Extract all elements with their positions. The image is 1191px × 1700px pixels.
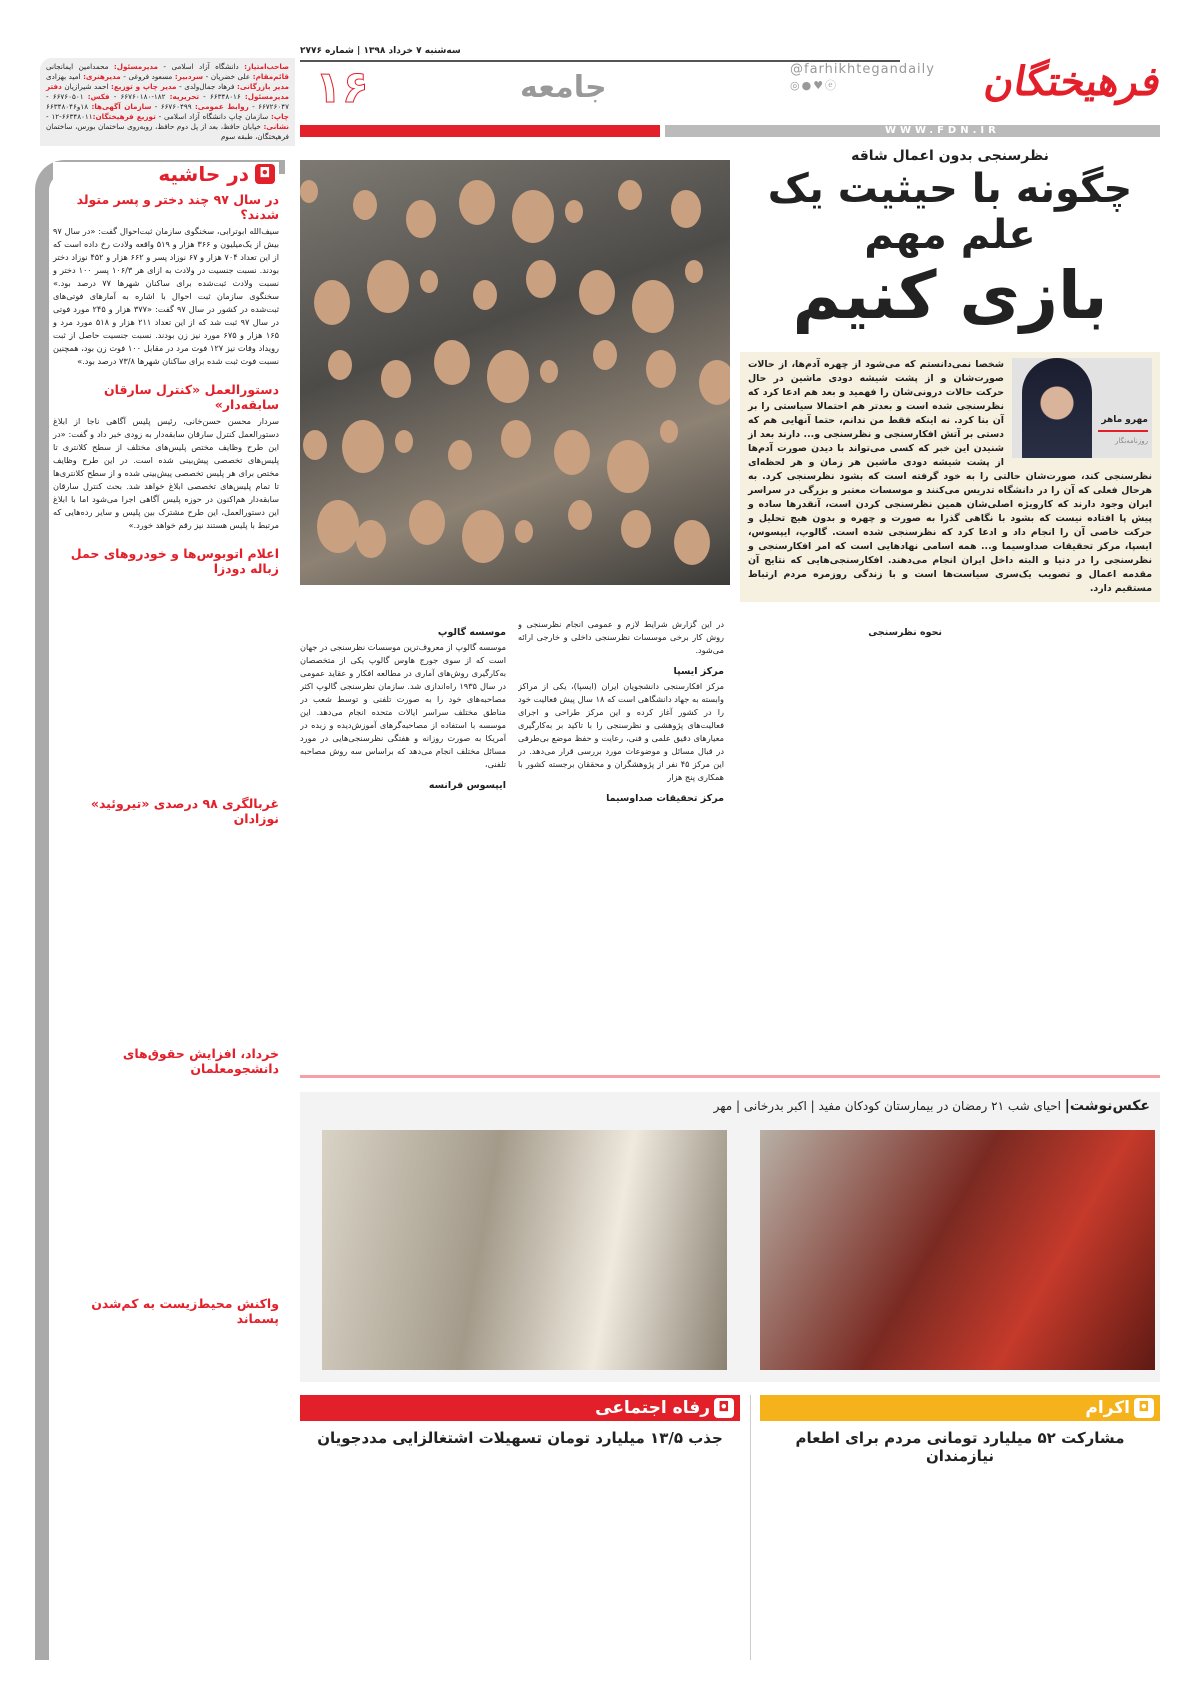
- article-lead: [740, 352, 1160, 602]
- section-icon: ◘: [255, 164, 275, 184]
- imprint-key: قائم‌مقام:: [252, 72, 289, 81]
- sidebar-news-item: [53, 192, 279, 368]
- imprint-key: توزیع فرهیختگان:: [92, 112, 156, 121]
- subheading: نحوه نظرسنجی: [868, 627, 942, 638]
- social-handle[interactable]: @farhikhtegandaily: [790, 62, 935, 77]
- article-headline: مشارکت ۵۲ میلیارد تومانی مردم برای اطعام نیازمندان: [795, 1429, 1125, 1465]
- imprint-value: امید بهزادی: [46, 72, 84, 81]
- face: [674, 520, 710, 565]
- face: [685, 260, 703, 283]
- imprint-value: ۶۶۳۴۸۰۱۱-۱۲ -: [46, 112, 93, 121]
- author-name: مهرو ماهر: [1101, 415, 1148, 425]
- subheading: موسسه گالوپ: [437, 627, 506, 638]
- face: [409, 500, 445, 545]
- article-body: [300, 618, 1160, 1065]
- body-column: [300, 618, 506, 1065]
- news-title[interactable]: دستورالعمل «کنترل سارقان سابقه‌دار»: [103, 382, 279, 412]
- imprint-value: ۶۶۳۴۸۰۱۶ -: [199, 92, 245, 101]
- article-headline: جذب ۱۳/۵ میلیارد تومان تسهیلات اشتغالزایی مددجویان: [317, 1429, 723, 1447]
- imprint-key: صاحب‌امتیاز:: [244, 62, 289, 71]
- face: [554, 430, 590, 475]
- article-headline-2: بازی کنیم: [792, 257, 1108, 334]
- imprint-value: دانشگاه آزاد اسلامی -: [158, 62, 245, 71]
- face: [300, 180, 318, 203]
- imprint-key: روابط عمومی:: [194, 102, 249, 111]
- sidebar-news-item: [53, 1296, 279, 1326]
- face: [395, 430, 413, 453]
- face: [353, 190, 377, 220]
- issue-date: سه‌شنبه ۷ خرداد ۱۳۹۸ | شماره ۲۷۷۶: [300, 46, 461, 56]
- paragraph: موسسه گالوپ از معروف‌ترین موسسات نظرسنجی در جهان است که از سوی جورج هاوس گالوپ یکی از متخصصان به‌کارگیری روش‌های آماری در مطالعه افکار و عقاید عمومی در سال ۱۹۳۵ راه‌اندازی شد. سازمان نظرسنجی گالوپ اکثر مصاحبه‌های خود را به صورت تلفنی و توسط شعب در مناطق مختلف سراسر ایالات متحده انجام می‌دهد. این موسسه با استفاده از مصاحبه‌گرهای آموزش‌دیده و زبده در آمریکا به صورت روزانه و هفتگی نظرسنجی‌هایی در مورد مسائل مختلف انجام می‌دهد که براساس سه روش مصاحبه تلفنی،: [300, 642, 506, 769]
- section-icon: ◘: [714, 1398, 734, 1418]
- imprint-value: ۶۶۷۶۰۵۰۱ - ۶۶۷۲۶۰۴۷ -: [46, 92, 289, 111]
- section-label: رفاه اجتماعی: [595, 1398, 710, 1418]
- article-kicker: نظرسنجی بدون اعمال شاقه: [851, 148, 1049, 164]
- headline-block: [745, 146, 1155, 334]
- sidebar-news-item: [53, 382, 279, 532]
- article-headline: چگونه با حیثیت یک علم مهم: [767, 166, 1133, 258]
- section-icon: ◘: [1134, 1398, 1154, 1418]
- face: [699, 360, 730, 405]
- caption-text: احیای شب ۲۱ رمضان در بیمارستان کودکان مفید | اکبر بدرخانی | مهر: [713, 1099, 1065, 1113]
- news-body: سردار محسن حسن‌خانی، رئیس پلیس آگاهی ناجا از ابلاغ دستورالعمل کنترل سارقان سابقه‌دار به زودی خبر داد و گفت: «در این طرح وظایف مختص پلیس‌های مختلف از سطح کلانتری تا پلیس‌های تخصصی پیش‌بینی شده است. در این طرح وظایف مختص برای هر پلیس تخصصی پیش‌بینی شده و از سطح کلانتری‌ها تا تمام پلیس‌های تخصصی ابلاغ خواهد شد. بحث کنترل سارقان سابقه‌دار هم‌اکنون در حوزه پلیس آگاهی اجرا می‌شود اما با ابلاغ این دستورالعمل، این طرح مشترک بین پلیس و سایر رده‌هایی که مرتبط با پلیس هستند نیز رقم خواهد خورد.»: [53, 416, 279, 530]
- face: [671, 190, 701, 228]
- sidebar-title: در حاشیه: [158, 162, 249, 186]
- paragraph: مرکز افکارسنجی دانشجویان ایران (ایسپا)، یکی از مراکز وابسته به جهاد دانشگاهی است که ۱۸ سال پیش فعالیت خود را در کشور آغاز کرده و این مرکز طراحی و اجرای فعالیت‌های پژوهشی و نظرسنجی را با تاکید بر به‌کارگیری معیارهای دقیق علمی و فنی، رعایت و حفظ موضع بی‌طرفی در قبال مسائل و موضوعات مورد بررسی قرار می‌دهد. در این مرکز ۴۵ نفر از پژوهشگران و محققان برجسته کشور با همکاری پنج هزار: [518, 681, 724, 782]
- imprint-value: محمدامین ایمانجانی: [46, 62, 114, 71]
- face: [632, 280, 674, 333]
- imprint-key: فکس:: [87, 92, 110, 101]
- imprint-key: نشانی:: [263, 122, 289, 131]
- imprint-value: فرهاد جمال‌ولدی -: [176, 82, 238, 91]
- author-photo: [1022, 358, 1092, 458]
- imprint-key: سردبیر:: [174, 72, 204, 81]
- face: [607, 440, 649, 493]
- imprint-value: سازمان چاپ دانشگاه آزاد اسلامی -: [155, 112, 271, 121]
- social-icons: ◎●♥ⓔ: [790, 79, 839, 92]
- face: [420, 270, 438, 293]
- imprint-key: مدیر چاپ و توزیع:: [110, 82, 177, 91]
- news-title[interactable]: غربالگری ۹۸ درصدی «تیروئید» نوزادان: [90, 796, 279, 826]
- imprint-value: علی خضریان -: [203, 72, 253, 81]
- face: [660, 420, 678, 443]
- section-label: اکرام: [1085, 1398, 1130, 1418]
- imprint-key: مدیر بازرگانی:: [237, 82, 289, 91]
- imprint-key: دفتر مدیرمسئول:: [46, 82, 289, 101]
- face: [621, 510, 651, 548]
- face: [303, 430, 327, 460]
- imprint-value: مسعود فروغی -: [120, 72, 175, 81]
- face: [618, 180, 642, 210]
- face: [381, 360, 411, 398]
- imprint-key: سازمان آگهی‌ها:: [91, 102, 152, 111]
- face: [646, 350, 676, 388]
- imprint-key: مدیرهنری:: [83, 72, 121, 81]
- face: [406, 200, 436, 238]
- face: [342, 420, 384, 473]
- page-number: ۱۶: [315, 62, 369, 113]
- body-column: [518, 618, 724, 1065]
- face: [328, 350, 352, 380]
- red-bar: [300, 125, 660, 137]
- news-title[interactable]: در سال ۹۷ چند دختر و پسر متولد شدند؟: [76, 192, 279, 222]
- face: [568, 500, 592, 530]
- article-ekram: [760, 1395, 1160, 1680]
- lead-text: شخصا نمی‌دانستم که می‌شود از چهره آدم‌ها، از حالات صورت‌شان و از پشت شیشه دودی ماشین در حال حرکت حالات درونی‌شان را فهمید و بعد هم ادعا کرد که نظرسنجی شده است و بعدتر هم احتمالا سیاستی را بر آن بنا کرد. نه اینکه فقط من ندانم، حتما آنهایی هم که دستی بر آتش افکارسنجی و نظرسنجی و... دارند بعد از شنیدن این خبر که کسی می‌تواند با دیدن صورت آدم‌ها از پشت شیشه دودی ماشین هر زمان و هر لحظه‌ای نظرسنجی کند، صورت‌شان حالتی را به خود گرفته است که بشود نظرسنجی کرد. به هرحال فعلی که آن را در دانشگاه تدریس می‌کنند و موسسات معتبر و بزرگی در سراسر ایران وجود دارند که کارویژه اصلی‌شان همین نظرسنجی کردن است، آنقدرها ساده و پیش پا افتاده نیست که بشود با نگاهی گذرا به صورت و چهره و بدون هیچ تحلیل و حرکت خاصی آن را انجام داد و ادعا کرد که نظرسنجی شده است. گالوپ، ایپسوس، ایسپا، مرکز تحقیقات صداوسیما و... همه اسامی نهادهایی است که امر افکارسنجی و نظرسنجی را در دنیا و البته داخل ایران انجام می‌دهند. افکارسنجی‌هایی که نتایج آن مقدمه اعمال و تصویب یک‌سری سیاست‌ها است و با زندگی روزمره مردم ارتباط مستقیم دارد.: [748, 359, 1152, 594]
- imprint-value: ۶۶۷۶۰۴۹۹ -: [151, 102, 195, 111]
- caption-label: عکس‌نوشت|: [1064, 1098, 1150, 1114]
- face: [459, 180, 495, 225]
- face: [565, 200, 583, 223]
- face: [356, 520, 386, 558]
- imprint-value: احمد شیرازیان: [61, 82, 111, 91]
- news-title[interactable]: خرداد، افزایش حقوق‌های دانشجومعلمان: [122, 1046, 279, 1076]
- subheading: ایپسوس فرانسه: [428, 780, 506, 791]
- face: [462, 510, 504, 563]
- face: [317, 500, 359, 553]
- face: [540, 360, 558, 383]
- section-bar: [760, 1395, 1160, 1421]
- imprint-box: [40, 58, 295, 146]
- body-column: [954, 618, 1160, 1065]
- face: [515, 520, 533, 543]
- author-box: [1012, 358, 1152, 458]
- baby-photo: [760, 1130, 1155, 1370]
- crowd-photo: [300, 160, 730, 585]
- news-title[interactable]: واکنش محیط‌زیست به کم‌شدن پسماند: [91, 1296, 279, 1326]
- face: [448, 440, 472, 470]
- imprint-value: ۱۸و۶۶۳۴۸۰۴۶: [46, 102, 92, 111]
- sidebar-news-item: [53, 546, 279, 576]
- news-title[interactable]: اعلام اتوبوس‌ها و خودروهای حمل زباله دودزا: [70, 546, 279, 576]
- article-refah: [300, 1395, 740, 1662]
- sidebar: [35, 160, 285, 1660]
- divider: [300, 1075, 1160, 1078]
- face: [579, 270, 615, 315]
- hospital-photo: [322, 1130, 727, 1370]
- imprint-value: خیابان حافظ، بعد از پل دوم حافظ، روبه‌روی ساختمان بورس، ساختمان فرهیختگان، طبقه سوم: [46, 122, 289, 141]
- face: [593, 340, 617, 370]
- paragraph: در این گزارش شرایط لازم و عمومی انجام نظرسنجی و روش کار برخی موسسات نظرسنجی داخلی و خارجی ارائه می‌شود.: [518, 619, 724, 655]
- face: [526, 260, 556, 298]
- face: [512, 190, 554, 243]
- subheading: مرکز تحقیقات صداوسیما: [606, 793, 724, 804]
- imprint-key: چاپ:: [271, 112, 289, 121]
- divider: [750, 1395, 751, 1660]
- imprint-value: ۱۸۲-۶۶۷۶۰۱۸۰ -: [109, 92, 170, 101]
- news-body: سیف‌الله ابوترابی، سخنگوی سازمان ثبت‌احوال گفت: «در سال ۹۷ بیش از یک‌میلیون و ۳۶۶ هزار و ۵۱۹ واقعه ولادت رخ داده است که از این تعداد ۷۰۴ هزار و ۶۷ نوزاد پسر و ۶۶۲ هزار و ۴۵۲ نوزاد دختر بودند. نسبت جنسیت در ولادت به ازای هر ۱۰۶/۳ پسر ۱۰۰ دختر و نسبت ولادت ثبت‌شده برای ساکنان شهرها ۷۷ درصد بود.» سخنگوی سازمان ثبت احوال با اشاره به آمارهای فوتی‌های ثبت‌شده در کشور در سال ۹۷ گفت: «۳۷۷ هزار و ۲۴۵ مورد فوتی در سال ۹۷ ثبت شد که از این تعداد ۲۱۱ هزار و ۵۱۸ مورد مرد و ۱۶۵ هزار و ۶۷۵ مورد نیز زن بودند. نسبت جنسیت حاصل از ثبت رویداد وفات نیز ۱۲۷ فوت مرد در مقابل ۱۰۰ فوت زن بود، همچنین نسبت فوت ثبت شده برای ساکنان شهرها ۷۳/۸ درصد بود.»: [53, 226, 280, 366]
- subheading: مرکز ایسپا: [673, 666, 724, 677]
- sidebar-news-item: [53, 1046, 279, 1076]
- body-column: [736, 618, 942, 1065]
- face: [501, 420, 531, 458]
- section-title: جامعه: [520, 70, 607, 105]
- social-block: [790, 62, 935, 93]
- imprint-key: تحریریه:: [169, 92, 200, 101]
- face: [487, 350, 529, 403]
- face: [434, 340, 470, 385]
- face: [367, 260, 409, 313]
- sidebar-header: [53, 162, 279, 186]
- sidebar-news-item: [53, 796, 279, 826]
- face: [314, 280, 350, 325]
- imprint-key: مدیرمسئول:: [113, 62, 159, 71]
- face: [473, 280, 497, 310]
- section-bar: [300, 1395, 740, 1421]
- author-role: روزنامه‌نگار: [1098, 430, 1148, 448]
- newspaper-logo: فرهیختگان: [981, 58, 1166, 105]
- website[interactable]: WWW.FDN.IR: [665, 125, 1160, 137]
